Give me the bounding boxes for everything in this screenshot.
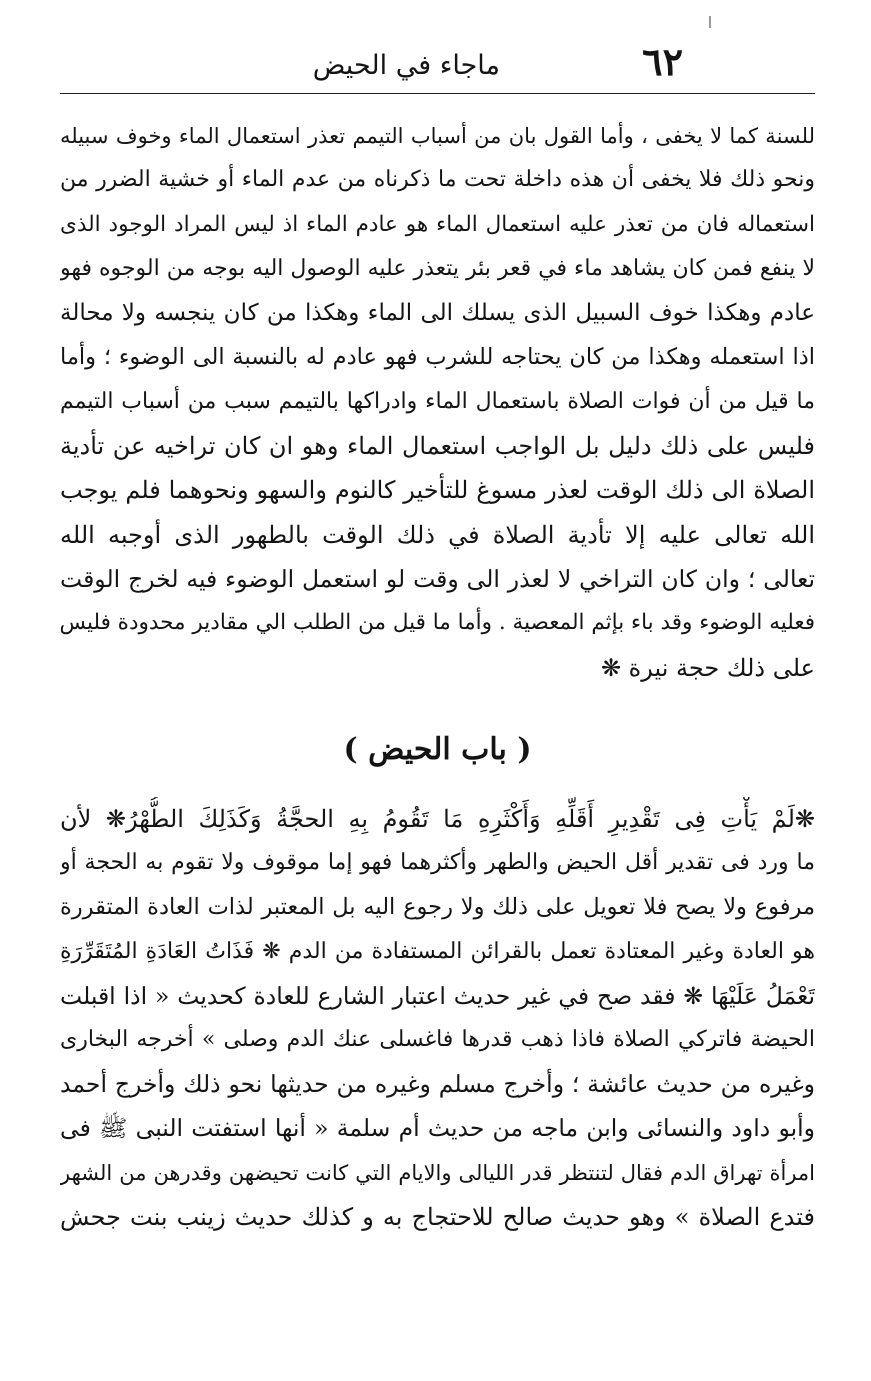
text-line: الصلاة الى ذلك الوقت لعذر مسوغ للتأخير كالنوم والسهو ونحوهما فلم يوجب [60,476,815,505]
body-text-top [60,114,815,690]
text-line: استعماله فان من تعذر عليه استعمال الماء هو عادم الماء اذ ليس المراد الوجود الذى [60,211,815,237]
text-line: ما قيل من أن فوات الصلاة باستعمال الماء وادراكها بالتيمم سبب من أسباب التيمم [60,388,815,414]
text-line: اذا استعمله وهكذا من كان يحتاجه للشرب فهو عادم له بالنسبة الى الوضوء ؛ وأما [60,344,815,371]
text-line: عادم وهكذا خوف السبيل الذى يسلك الى الماء وهكذا من كان ينجسه ولا محالة [60,300,815,327]
text-line: للسنة كما لا يخفى ، وأما القول بان من أسباب التيمم تعذر استعمال الماء وخوف سبيله [60,124,815,148]
body-text-bottom [60,797,815,1239]
text-line: فليس على ذلك دليل بل الواجب استعمال الماء وهو ان كان تراخيه عن تأدية [60,432,815,461]
text-line: هو العادة وغير المعتادة تعمل بالقرائن المستفادة من الدم ❋ فَذَاتُ العَادَةِ المُتَقَرِّرَةِ [60,938,815,964]
text-line: فتدع الصلاة » وهو حديث صالح للاحتجاج به و كذلك حديث زينب بنت جحش [60,1202,815,1231]
page-header [60,40,815,90]
header-rule [60,93,815,94]
margin-mark [709,16,711,28]
text-line: ونحو ذلك فلا يخفى أن هذه داخلة تحت ما ذكرناه من عدم الماء أو خشية الضرر من [60,167,815,193]
text-line: فعليه الوضوء وقد باء بإثم المعصية . وأما ما قيل من الطلب الي مقادير محدودة فليس [60,610,815,636]
text-line: وغيره من حديث عائشة ؛ وأخرج مسلم وغيره من حديثها نحو ذلك وأخرج أحمد [60,1070,815,1099]
text-line: الله تعالى عليه إلا تأدية الصلاة في ذلك الوقت بالطهور الذى أوجبه الله [60,520,815,549]
chapter-heading: ( باب الحيض ) [343,732,532,767]
text-line: تعالى ؛ وان كان التراخي لا لعذر الى وقت لو استعمل الوضوء فيه لخرج الوقت [60,564,815,593]
text-line: على ذلك حجة نيرة ❋ [600,653,815,682]
text-line: لا ينفع فمن كان يشاهد ماء في قعر بئر يتعذر عليه الوصول اليه بوجه من الوجوه فهو [60,255,815,281]
page-number: ٦٢ [642,39,683,84]
text-line: ما ورد فى تقدير أقل الحيض والطهر وأكثرهما فهو إما موقوف ولا تقوم به الحجة أو [60,850,815,876]
text-line: امرأة تهراق الدم فقال لتنتظر قدر الليالى والايام التي كانت تحيضهن وقدرهن من الشهر [60,1160,815,1185]
text-line: وأبو داود والنسائى وابن ماجه من حديث أم سلمة « أنها استفتت النبى ﷺ فى [60,1114,815,1143]
running-title: ماجاء في الحيض [312,50,500,81]
text-line: تَعْمَلُ عَلَيْهَا ❋ فقد صح في غير حديث اعتبار الشارع للعادة كحديث « اذا اقبلت [60,981,815,1010]
text-line: ❋لَمْ يَأْتِ فِى تَقْدِيرِ أَقَلِّهِ وَأَكْثَرِهِ مَا تَقُومُ بِهِ الحجَّةُ وَكَذَلِكَ الطُّهْرُ❋ لأن [60,805,815,833]
text-line: مرفوع ولا يصح فلا تعويل على ذلك ولا رجوع اليه بل المعتبر لذات العادة المتقررة [60,894,815,921]
text-line: الحيضة فاتركي الصلاة فاذا ذهب قدرها فاغسلى عنك الدم وصلى » أخرجه البخارى [60,1026,815,1052]
